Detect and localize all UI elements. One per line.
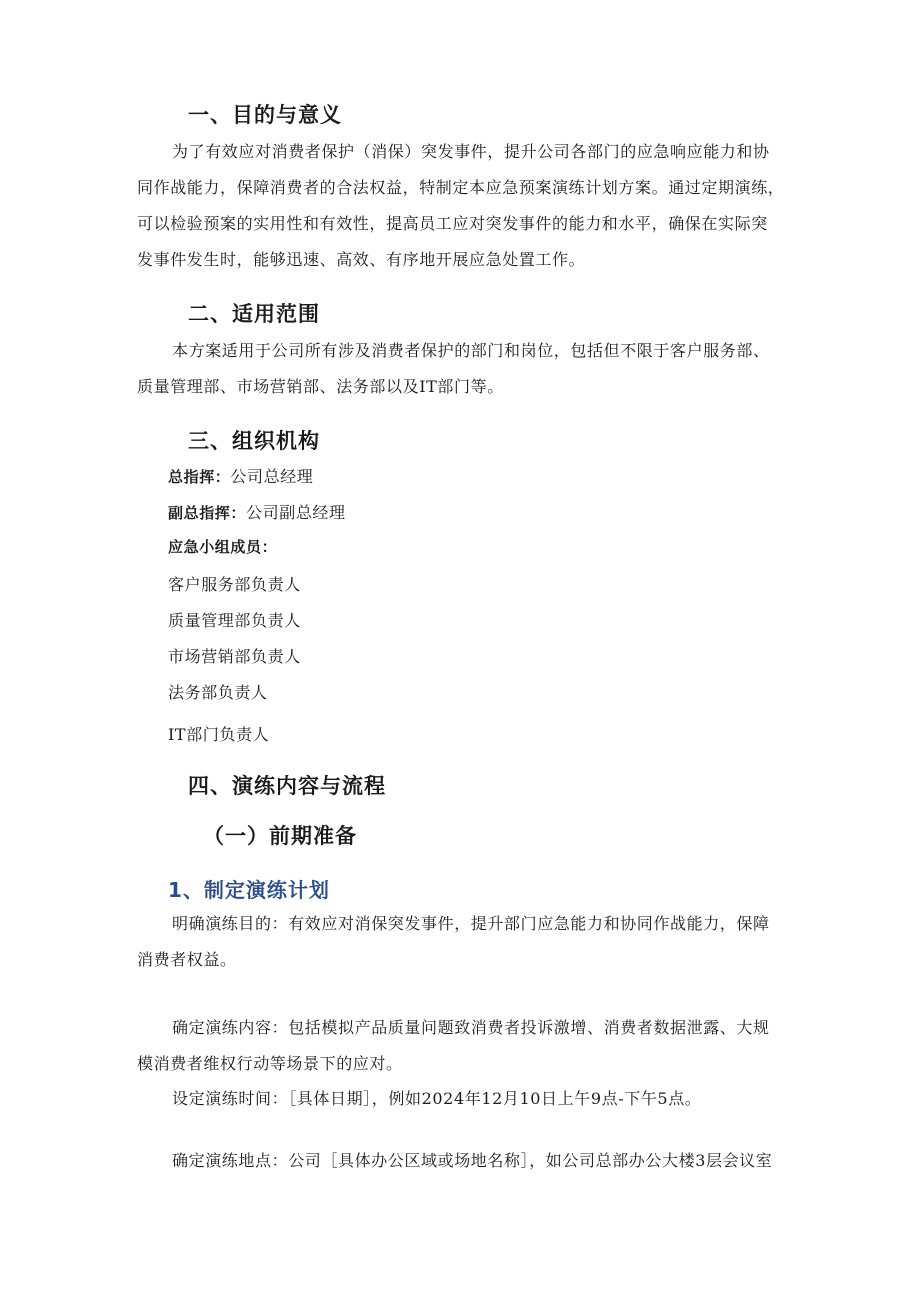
item-title: 1、制定演练计划 (168, 878, 330, 902)
member-item: 市场营销部负责人 (168, 647, 301, 666)
section4-heading: 四、演练内容与流程 (188, 773, 386, 798)
section2-line: 质量管理部、市场营销部、法务部以及IT部门等。 (137, 377, 504, 396)
member-item: 法务部负责人 (168, 683, 268, 702)
deputy-row (168, 500, 346, 523)
section1-line: 发事件发生时，能够迅速、高效、有序地开展应急处置工作。 (137, 250, 586, 269)
section1-line: 可以检验预案的实用性和有效性，提高员工应对突发事件的能力和水平，确保在实际突 (137, 214, 768, 233)
plan-line: 确定演练地点：公司［具体办公区域或场地名称］，如公司总部办公大楼3层会议室 (172, 1151, 773, 1170)
plan-line: 设定演练时间：［具体日期］，例如2024年12月10日上午9点-下午5点。 (172, 1089, 702, 1108)
section1-line: 为了有效应对消费者保护（消保）突发事件，提升公司各部门的应急响应能力和协 (172, 142, 770, 161)
section3-heading: 三、组织机构 (188, 428, 320, 453)
member-item: IT部门负责人 (168, 725, 270, 744)
members-label: 应急小组成员： (168, 538, 278, 556)
deputy-value: 公司副总经理 (246, 503, 346, 522)
commander-label: 总指挥： (168, 468, 231, 486)
commander-value: 公司总经理 (230, 467, 314, 486)
plan-line: 消费者权益。 (137, 950, 237, 969)
plan-line: 模消费者维权行动等场景下的应对。 (137, 1054, 403, 1073)
plan-line: 确定演练内容：包括模拟产品质量问题致消费者投诉激增、消费者数据泄露、大规 (172, 1018, 770, 1037)
section2-heading: 二、适用范围 (188, 301, 320, 326)
section2-line: 本方案适用于公司所有涉及消费者保护的部门和岗位，包括但不限于客户服务部、 (172, 341, 770, 360)
section1-heading: 一、目的与意义 (188, 102, 342, 127)
section4-subheading: （一）前期准备 (203, 823, 357, 848)
section1-line: 同作战能力，保障消费者的合法权益，特制定本应急预案演练计划方案。通过定期演练， (137, 178, 785, 197)
plan-line: 明确演练目的：有效应对消保突发事件，提升部门应急能力和协同作战能力，保障 (172, 914, 770, 933)
commander-row (168, 464, 313, 487)
member-item: 质量管理部负责人 (168, 611, 301, 630)
member-item: 客户服务部负责人 (168, 575, 301, 594)
deputy-label: 副总指挥： (168, 504, 247, 522)
